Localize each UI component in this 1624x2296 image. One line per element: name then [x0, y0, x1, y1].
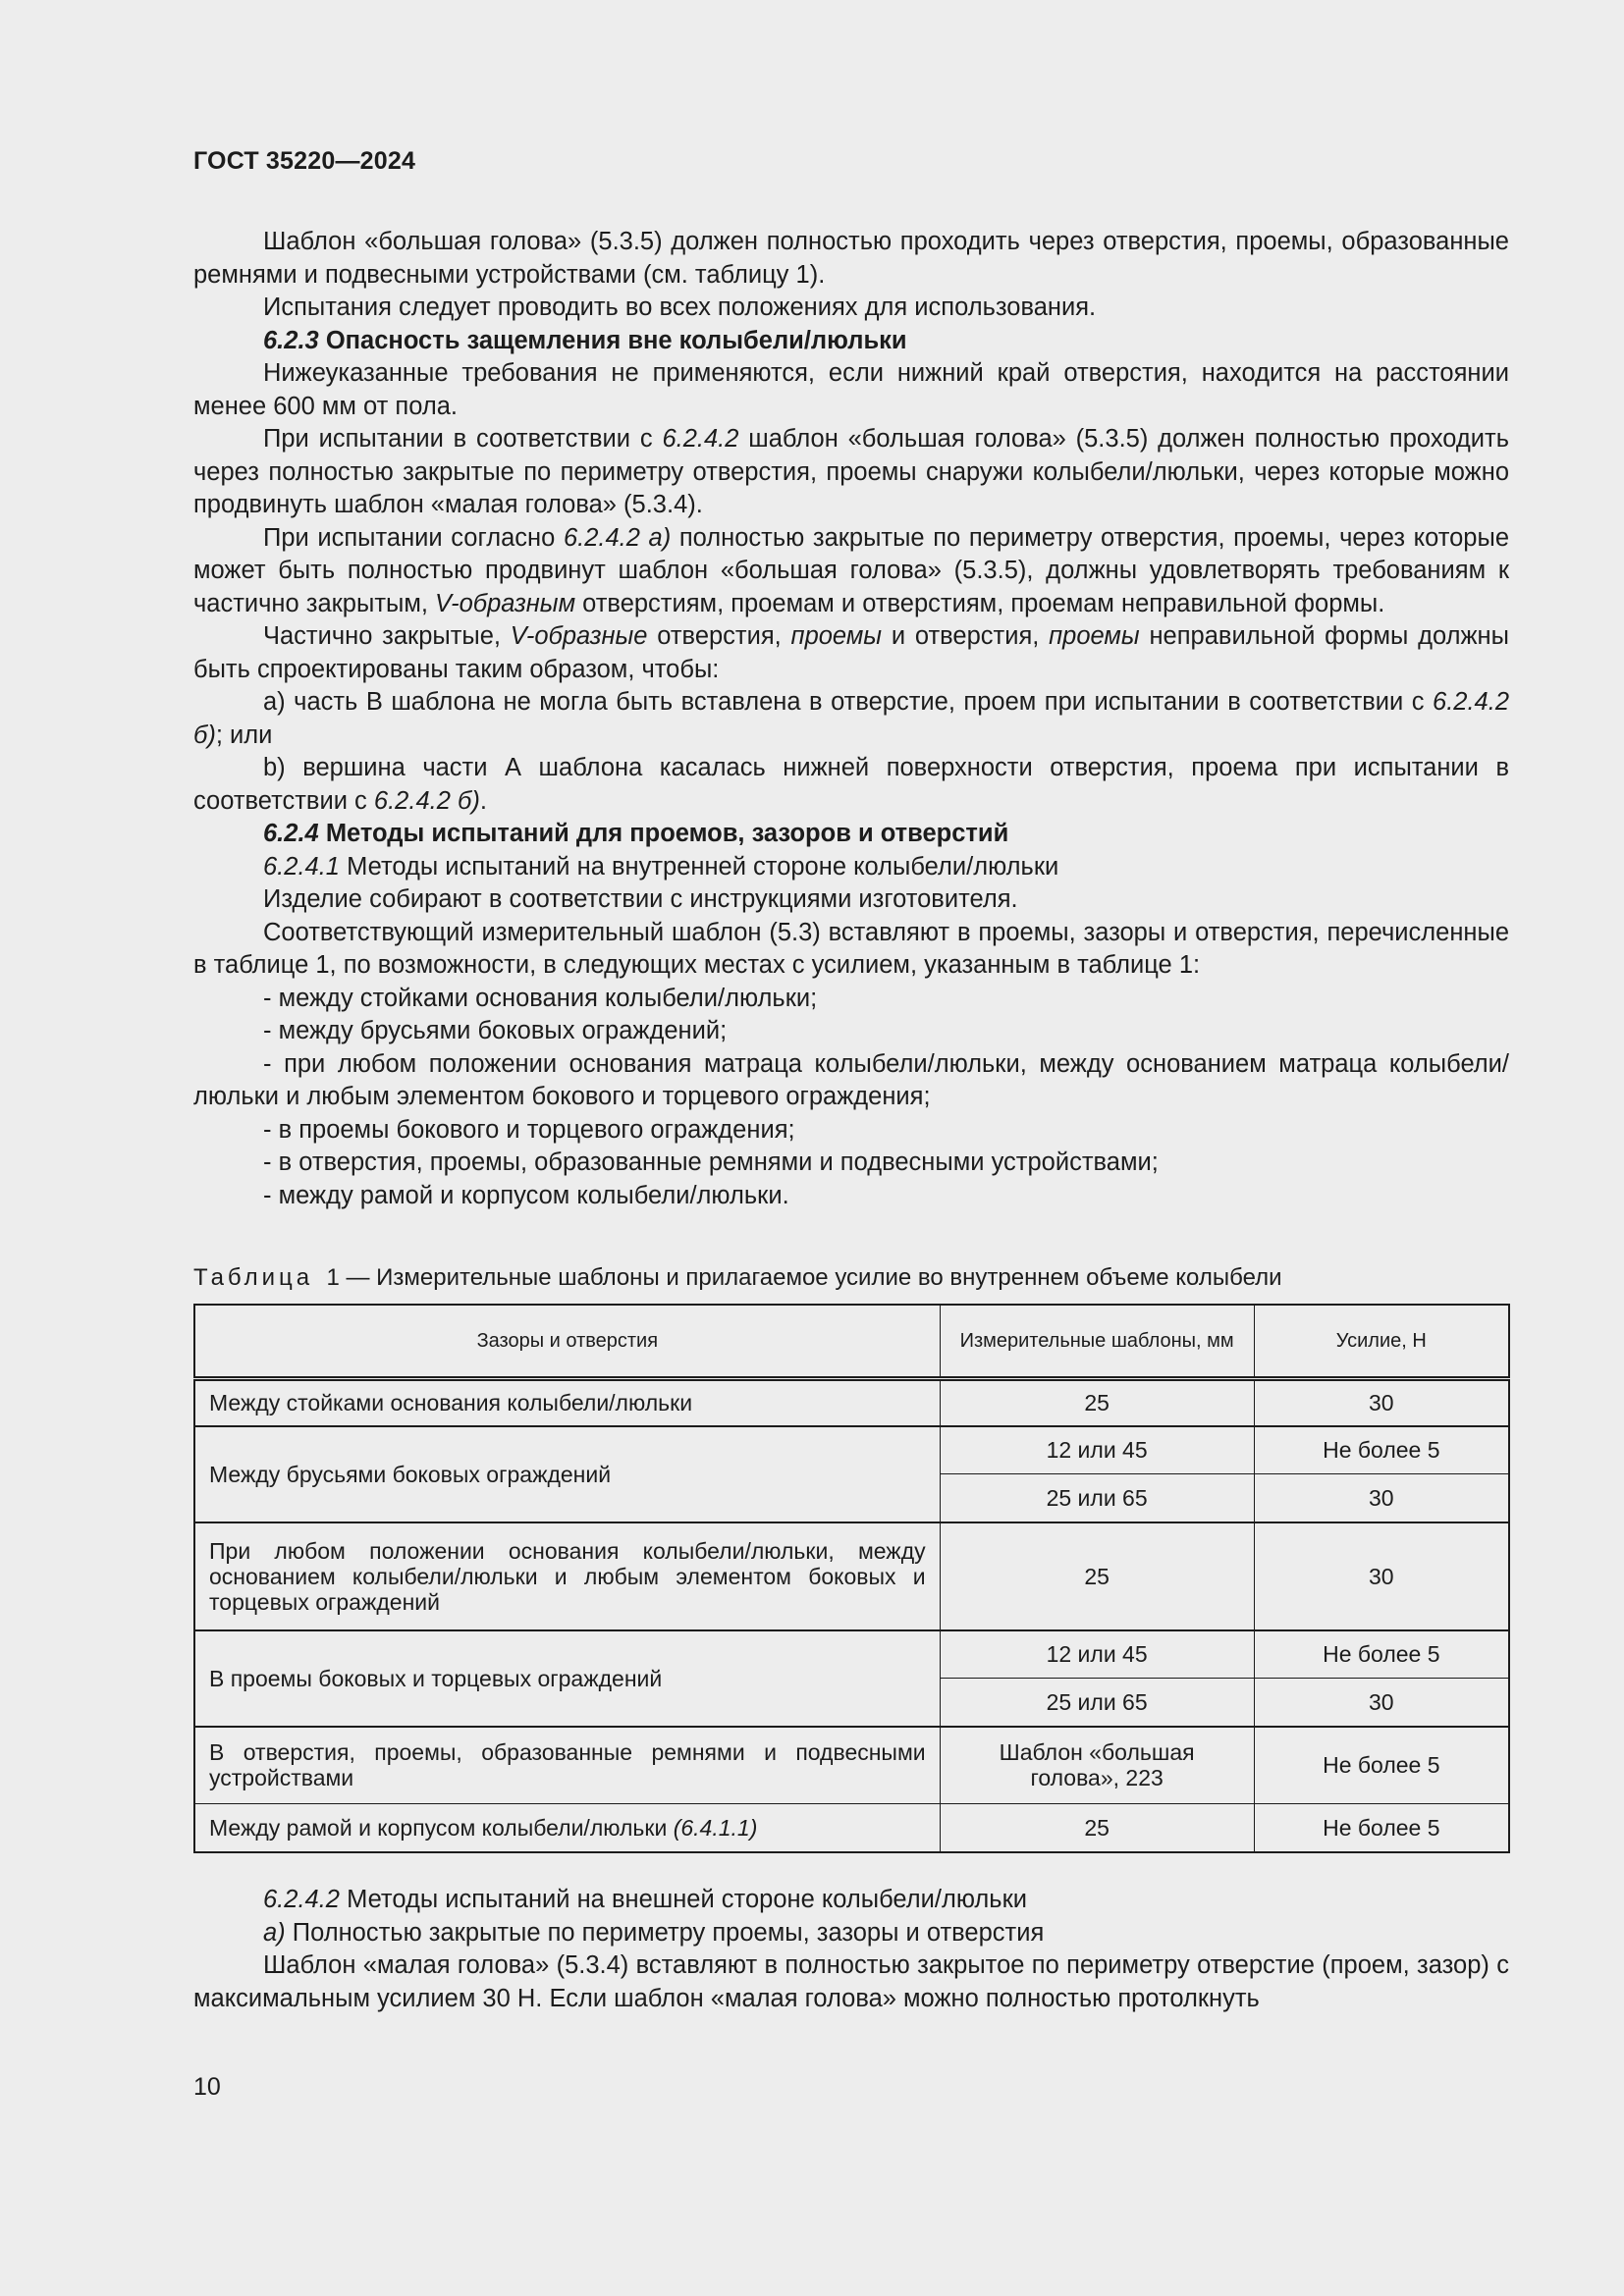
subsection-heading	[193, 851, 1509, 884]
text-run: ; или	[215, 721, 273, 749]
table-header-cell: Зазоры и отверстия	[194, 1305, 940, 1379]
bullet-item: - в проемы бокового и торцевого ограждения;	[263, 1115, 795, 1144]
text-run: Полностью закрытые по периметру проемы, зазоры и отверстия	[285, 1918, 1045, 1947]
continued-text	[193, 1884, 1509, 2015]
section-title: Опасность защемления вне колыбели/люльки	[325, 326, 907, 354]
table-cell: При любом положении основания колыбели/люльки, между основанием колыбели/люльки и любым элементом боковых и торцевых ограждений	[194, 1522, 940, 1630]
paragraph: Испытания следует проводить во всех положениях для использования.	[263, 294, 1097, 321]
clause-reference: 6.2.4.2 б)	[193, 688, 1509, 749]
table-cell: 30	[1254, 1679, 1509, 1727]
paragraph	[193, 522, 1509, 621]
table-cell: 25 или 65	[940, 1474, 1254, 1522]
text-run: Между рамой и корпусом колыбели/люльки	[209, 1814, 674, 1841]
text-run: и отверстия,	[882, 622, 1050, 650]
table-row	[194, 1426, 1509, 1474]
subsection-heading	[193, 1884, 1509, 1917]
table-header-cell: Измерительные шаблоны, мм	[940, 1305, 1254, 1379]
table-cell	[194, 1804, 940, 1852]
table-cell: В проемы боковых и торцевых ограждений	[194, 1630, 940, 1727]
text-run: .	[479, 786, 487, 815]
section-number: 6.2.4.1	[263, 852, 340, 881]
table-cell: 25	[940, 1379, 1254, 1426]
section-number: 6.2.4.2	[263, 1886, 340, 1913]
table-cell: 25 или 65	[940, 1679, 1254, 1727]
table-cell: Между брусьями боковых ограждений	[194, 1426, 940, 1522]
table-row	[194, 1727, 1509, 1804]
paragraph: Нижеуказанные требования не применяются, если нижний край отверстия, находится на расстоянии менее 600 мм от пола.	[193, 359, 1509, 420]
paragraph: Шаблон «большая голова» (5.3.5) должен полностью проходить через отверстия, проемы, образованные ремнями и подвесными устройствами (см. таблицу 1).	[193, 228, 1509, 289]
bullet-item: - между брусьями боковых ограждений;	[263, 1017, 728, 1044]
italic-term: проемы	[790, 622, 883, 650]
table-cell: 30	[1254, 1379, 1509, 1426]
paragraph	[193, 620, 1509, 686]
section-title: Методы испытаний для проемов, зазоров и отверстий	[325, 820, 1009, 847]
bullet-item: - при любом положении основания матраца колыбели/люльки, между основанием матраца колыбели/люльки и любым элементом бокового и торцевого ограждения;	[193, 1049, 1509, 1110]
bullet-item: - в отверстия, проемы, образованные ремнями и подвесными устройствами;	[263, 1148, 1159, 1176]
table-cell: 30	[1254, 1474, 1509, 1522]
clause-reference: (6.4.1.1)	[673, 1814, 758, 1841]
table-header-cell: Усилие, Н	[1254, 1305, 1509, 1379]
page-number: 10	[193, 2073, 221, 2101]
table-caption-label: Таблица	[193, 1264, 314, 1291]
list-item	[193, 752, 1509, 818]
text-run: полностью закрытые по периметру отверстия, проемы, через которые может быть полностью продвинут шаблон «большая голова» (5.3.5), должны удовлетворять требованиям к частично закрытым,	[193, 523, 1509, 617]
paragraph: Шаблон «малая голова» (5.3.4) вставляют в полностью закрытое по периметру отверстие (проем, зазор) с максимальным усилием 30 Н. Если шаблон «малая голова» можно полностью протолкнуть	[193, 1951, 1509, 2012]
table-cell: Не более 5	[1254, 1630, 1509, 1679]
table-cell: 25	[940, 1522, 1254, 1630]
text-run: отверстиям, проемам и отверстиям, проемам неправильной формы.	[575, 589, 1385, 617]
clause-reference: 6.2.4.2 а)	[563, 523, 672, 552]
text-run: b) вершина части А шаблона касалась нижней поверхности отверстия, проема при испытании в соответствии с	[193, 754, 1509, 815]
text-run: При испытании в соответствии с	[263, 425, 663, 453]
text-run: шаблон «большая голова» (5.3.5) должен полностью проходить через полностью закрытые по периметру отверстия, проемы снаружи колыбели/люльки, через которые можно продвинуть шаблон «малая голова» (5.3.4).	[193, 425, 1509, 518]
text-run: Частично закрытые,	[263, 622, 511, 650]
table-cell: В отверстия, проемы, образованные ремнями и подвесными устройствами	[194, 1727, 940, 1804]
list-label: а)	[263, 1918, 286, 1947]
table-row	[194, 1804, 1509, 1852]
document-header: ГОСТ 35220—2024	[193, 147, 416, 175]
body-text	[193, 226, 1509, 1212]
section-heading	[193, 325, 1509, 358]
text-run: При испытании согласно	[263, 523, 564, 552]
table-caption-text: 1 — Измерительные шаблоны и прилагаемое усилие во внутреннем объеме колыбели	[326, 1264, 1282, 1291]
section-number: 6.2.3	[263, 326, 319, 354]
table-cell: 12 или 45	[940, 1426, 1254, 1474]
text-run: a) часть В шаблона не могла быть вставлена в отверстие, проем при испытании в соответствии с	[263, 688, 1434, 716]
table-cell: Не более 5	[1254, 1727, 1509, 1804]
table-cell: Не более 5	[1254, 1804, 1509, 1852]
paragraph: Соответствующий измерительный шаблон (5.3) вставляют в проемы, зазоры и отверстия, перечисленные в таблице 1, по возможности, в следующих местах с усилием, указанным в таблице 1:	[193, 918, 1509, 979]
paragraph	[193, 423, 1509, 522]
list-item	[193, 1917, 1509, 1950]
table-cell: Между стойками основания колыбели/люльки	[194, 1379, 940, 1426]
table-cell: Шаблон «большая голова», 223	[940, 1727, 1254, 1804]
section-title: Методы испытаний на внешней стороне колыбели/люльки	[339, 1886, 1027, 1913]
section-heading	[193, 818, 1509, 851]
text-run: отверстия,	[647, 622, 791, 650]
table-cell: 25	[940, 1804, 1254, 1852]
table-cell: Не более 5	[1254, 1426, 1509, 1474]
table-row	[194, 1379, 1509, 1426]
requirements-table	[193, 1304, 1510, 1853]
clause-reference: 6.2.4.2	[662, 425, 739, 453]
table-row	[194, 1522, 1509, 1630]
section-title: Методы испытаний на внутренней стороне колыбели/люльки	[347, 852, 1059, 881]
section-number: 6.2.4	[263, 820, 319, 847]
bullet-item: - между стойками основания колыбели/люльки;	[263, 984, 818, 1012]
table-caption	[193, 1263, 1282, 1293]
italic-term: проемы	[1049, 622, 1140, 650]
bullet-item: - между рамой и корпусом колыбели/люльки.	[263, 1181, 789, 1209]
table-cell: 12 или 45	[940, 1630, 1254, 1679]
clause-reference: 6.2.4.2 б)	[373, 786, 480, 815]
italic-term: V-образные	[510, 622, 648, 650]
table-header-row	[194, 1305, 1509, 1379]
paragraph: Изделие собирают в соответствии с инструкциями изготовителя.	[263, 885, 1018, 913]
table-row	[194, 1630, 1509, 1679]
list-item	[193, 686, 1509, 752]
italic-term: V-образным	[435, 589, 576, 617]
text-run: неправильной формы должны быть спроектированы таким образом, чтобы:	[193, 622, 1509, 683]
table-cell: 30	[1254, 1522, 1509, 1630]
